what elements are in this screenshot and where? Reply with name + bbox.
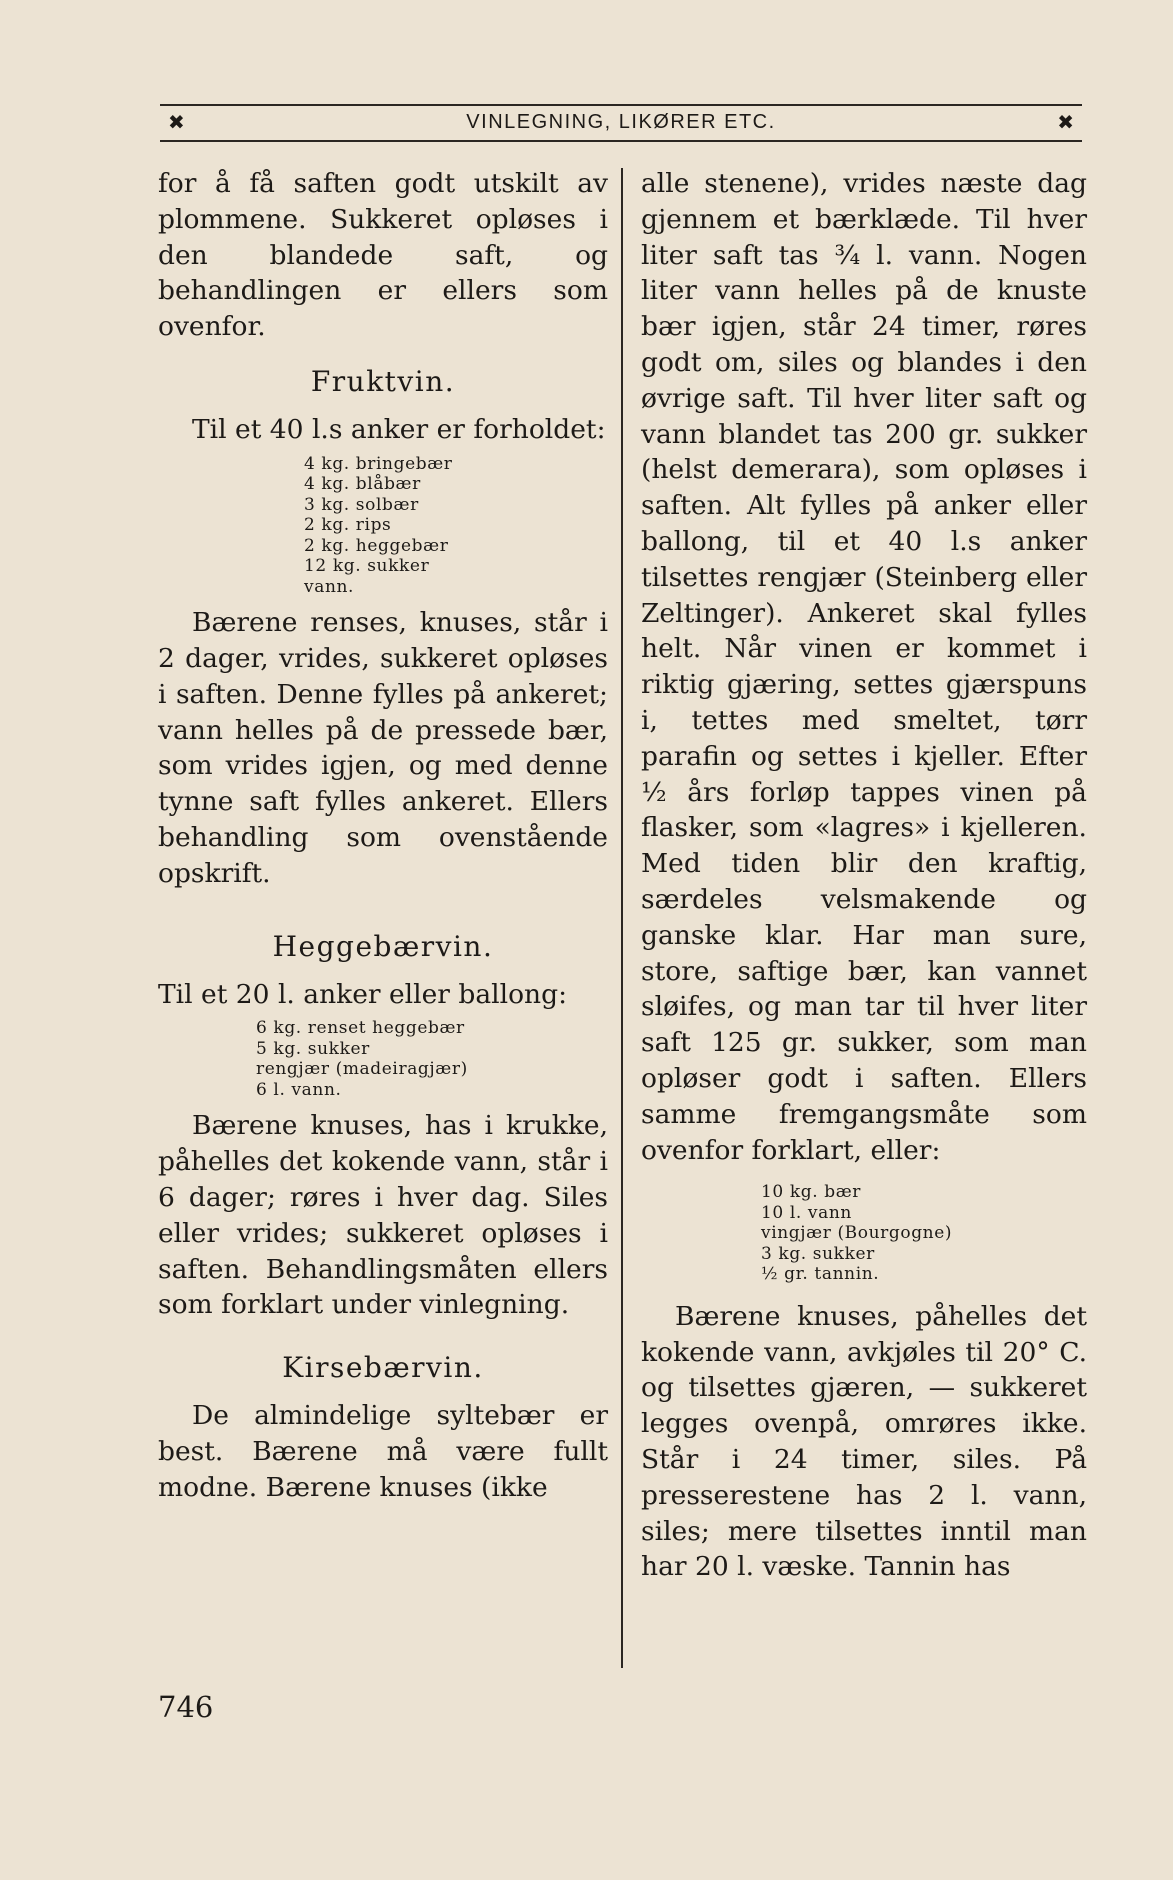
ingredient-item: 10 l. vann	[761, 1202, 852, 1223]
header-ornament-right: ✖	[1057, 110, 1074, 134]
ingredient-item: 3 kg. sukker	[761, 1243, 875, 1264]
ingredient-item: 6 l. vann.	[256, 1079, 342, 1100]
ingredient-item: 2 kg. heggebær	[304, 535, 449, 556]
ingredient-list-alternative	[641, 1182, 1087, 1285]
ingredient-item: 4 kg. bringebær	[304, 453, 453, 474]
heading-heggebaervin: Heggebærvin.	[272, 929, 494, 963]
left-column	[158, 166, 608, 1509]
ingredient-item: 5 kg. sukker	[256, 1038, 370, 1059]
ingredient-item: rengjær (madeiragjær)	[256, 1059, 468, 1080]
ingredient-item: 6 kg. renset heggebær	[256, 1018, 465, 1039]
ingredient-item: 3 kg. solbær	[304, 494, 419, 515]
ingredient-list-heggebaervin	[158, 1018, 608, 1100]
paragraph: Til et 20 l. anker eller ballong:	[158, 978, 568, 1010]
paragraph: alle stenene), vrides næste dag gjennem et bærklæde. Til hver liter saft tas ¾ l. vann. Nogen liter vann helles på de knuste bær igjen, står 24 timer, røres godt om, siles og blandes i den øvrige saft. Til hver liter saft og vann blandet tas 200 gr. sukker (helst demerara), som opløses i saften. Alt fylles på anker eller ballong, til et 40 l.s anker tilsettes rengjær (Steinberg eller Zeltinger). Ankeret skal fylles helt. Når vinen er kommet i riktig gjæring, settes gjærspuns i, tettes med smeltet, tørr parafin og settes i kjeller. Efter ½ års forløp tappes vinen på flasker, som «lagres» i kjelleren. Med tiden blir den kraftig, særdeles velsmakende og ganske klar. Har man sure, store, saftige bær, kan vannet sløifes, og man tar til hver liter saft 125 gr. sukker, som man opløser godt i saften. Ellers samme fremgangsmåte som ovenfor forklart, eller:	[641, 168, 1087, 1166]
paragraph: Bærene knuses, has i krukke, påhelles det kokende vann, står i 6 dager; røres i hver dag. Siles eller vrides; sukkeret opløses i saften. Behandlingsmåten ellers som forklart under vinlegning.	[158, 1110, 608, 1321]
ingredient-item: 2 kg. rips	[304, 515, 392, 536]
right-column	[641, 166, 1087, 1588]
paragraph: Til et 40 l.s anker er forholdet:	[192, 413, 606, 445]
ingredient-item: vann.	[304, 576, 355, 597]
ingredient-item: 12 kg. sukker	[304, 556, 430, 577]
running-header	[160, 104, 1082, 142]
paragraph: for å få saften godt utskilt av plommene. Sukkeret opløses i den blandede saft, og behandlingen er ellers som ovenfor.	[158, 168, 608, 343]
ingredient-item: 4 kg. blåbær	[304, 474, 421, 495]
ingredient-item: 10 kg. bær	[761, 1182, 862, 1203]
paragraph: Bærene renses, knuses, står i 2 dager, vrides, sukkeret opløses i saften. Denne fylles på ankeret; vann helles på de pressede bær, som vrides igjen, og med denne tynne saft fylles ankeret. Ellers behandling som ovenstående opskrift.	[158, 607, 608, 889]
page-number: 746	[158, 1690, 214, 1724]
header-ornament-left: ✖	[168, 110, 185, 134]
paragraph: De almindelige syltebær er best. Bærene må være fullt modne. Bærene knuses (ikke	[158, 1400, 608, 1503]
heading-fruktvin: Fruktvin.	[310, 364, 456, 398]
ingredient-item: vingjær (Bourgogne)	[761, 1223, 953, 1244]
heading-kirsebaervin: Kirsebærvin.	[282, 1351, 484, 1385]
ingredient-item: ½ gr. tannin.	[761, 1264, 880, 1285]
paragraph: Bærene knuses, påhelles det kokende vann, avkjøles til 20° C. og tilsettes gjæren, — sukkeret legges ovenpå, omrøres ikke. Står i 24 timer, siles. På presserestene has 2 l. vann, siles; mere tilsettes inntil man har 20 l. væske. Tannin has	[641, 1300, 1087, 1583]
column-divider	[621, 168, 623, 1668]
header-title: VINLEGNING, LIKØRER ETC.	[466, 111, 776, 133]
ingredient-list-fruktvin	[158, 454, 608, 598]
